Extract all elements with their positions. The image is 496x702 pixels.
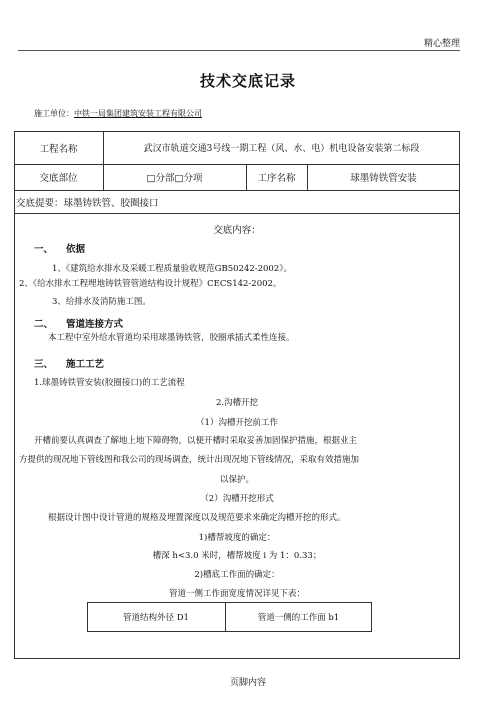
content-heading: 交底内容： — [213, 225, 261, 236]
slope-title: 1)槽帮坡度的确定： — [198, 533, 276, 543]
project-name-value: 武汉市轨道交通3号线一期工程（风、水、电）机电设备安装第二标段 — [143, 144, 420, 154]
basis-item: 2、《给水排水工程埋地铸铁管管道结构设计规程》CECS142-2002。 — [19, 279, 282, 289]
header-divider — [18, 50, 460, 51]
process-name-label: 工序名称 — [257, 173, 296, 184]
section-2-title: 管道连接方式 — [66, 319, 124, 330]
construction-unit-label: 施工单位： — [34, 109, 74, 118]
subsection-excavation-form: （2）沟槽开挖形式 — [200, 494, 274, 504]
disclosure-part-label: 交底部位 — [39, 173, 78, 184]
section-1-number: 一、 — [34, 244, 54, 255]
step-trench-excavation: 2.沟槽开挖 — [215, 398, 259, 408]
row-divider — [14, 213, 460, 214]
document-title: 技术交底记录 — [199, 72, 296, 90]
paragraph-line: 开槽前要认真调查了解地上地下障碍物，以便开槽时采取妥善加固保护措施，根据业主 — [34, 436, 358, 446]
bottom-width-text: 管道一侧工作面宽度情况详见下表： — [168, 589, 305, 599]
section-2-number: 二、 — [34, 319, 54, 330]
construction-unit-value: 中铁一局集团建筑安装工程有限公司 — [74, 109, 202, 118]
process-flow-title: 1.球墨铸铁管安装(胶圈接口)的工艺流程 — [34, 378, 185, 388]
header-note: 精心整理 — [423, 39, 460, 49]
bottom-width-title: 2)槽底工作面的确定： — [194, 570, 280, 580]
disclosure-summary: 交底提要：球墨铸铁管、胶圈接口 — [16, 198, 159, 209]
checkbox-subitem[interactable]: □分项 — [174, 173, 203, 184]
excavation-form-text: 根据设计图中设计管道的规格及埋置深度以及规范要求来确定沟槽开挖的形式。 — [48, 513, 346, 523]
checkbox-division[interactable]: □分部 — [146, 173, 175, 184]
page-footer: 页脚内容 — [229, 678, 266, 688]
paragraph-line: 方提供的现况地下管线图和我公司的现场调查，统计出现况地下管线情况，采取有效措施加 — [19, 455, 360, 465]
subsection-pre-excavation: （1）沟槽开挖前工作 — [196, 418, 278, 428]
construction-unit — [34, 108, 202, 119]
disclosure-part-options — [103, 164, 246, 190]
header-work-surface: 管道一侧的工作面 b1 — [257, 613, 340, 623]
basis-item: 1、《建筑给水排水及采暖工程质量验收规范GB50242-2002》。 — [52, 264, 292, 274]
section-3-title: 施工工艺 — [66, 359, 105, 370]
project-name-label: 工程名称 — [39, 143, 78, 155]
connection-method-text: 本工程中室外给水管道均采用球墨铸铁管，胶圈承插式柔性连接。 — [48, 333, 295, 343]
row-divider — [14, 190, 460, 191]
process-name-value: 球墨铸铁管安装 — [350, 173, 417, 184]
section-3-number: 三、 — [34, 359, 54, 370]
section-1-title: 依据 — [66, 244, 86, 255]
header-outer-diameter: 管道结构外径 D1 — [123, 613, 189, 623]
paragraph-line: 以保护。 — [219, 475, 254, 485]
basis-item: 3、给排水及消防施工图。 — [52, 297, 151, 307]
slope-text: 槽深 h<3.0 米时，槽帮坡度 i 为 1：0.33； — [152, 551, 322, 561]
